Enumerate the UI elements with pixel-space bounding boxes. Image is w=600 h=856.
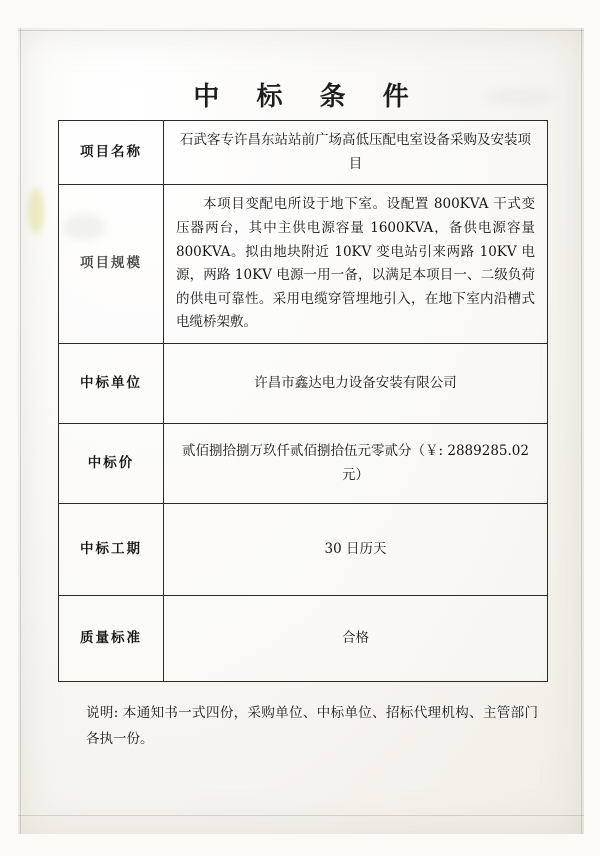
table-row [59, 344, 548, 424]
paper-edge-bottom [18, 815, 584, 816]
conditions-table [58, 120, 548, 682]
row-label-winning-price: 中标价 [59, 424, 164, 504]
paper-edge-left [20, 28, 21, 834]
row-label-quality: 质量标准 [59, 596, 164, 682]
row-value-winning-company: 许昌市鑫达电力设备安装有限公司 [164, 344, 548, 424]
row-label-winning-company: 中标单位 [59, 344, 164, 424]
document-note: 说明: 本通知书一式四份，采购单位、中标单位、招标代理机构、主管部门各执一份。 [86, 705, 538, 748]
paper-edge-right [581, 28, 582, 834]
row-value-project-name: 石武客专许昌东站站前广场高低压配电室设备采购及安装项目 [164, 121, 548, 185]
table-row [59, 424, 548, 504]
table-row [59, 596, 548, 682]
scanned-paper [18, 28, 584, 834]
paper-edge-top [18, 30, 584, 31]
row-value-winning-price: 贰佰捌拾捌万玖仟贰佰捌拾伍元零贰分（￥: 2889285.02 元） [164, 424, 548, 504]
row-value-quality: 合格 [164, 596, 548, 682]
table-row [59, 185, 548, 344]
conditions-table-wrapper [58, 120, 548, 682]
table-row [59, 121, 548, 185]
row-label-duration: 中标工期 [59, 504, 164, 596]
row-label-project-scale: 项目规模 [59, 185, 164, 344]
table-row [59, 504, 548, 596]
row-value-project-scale: 本项目变配电所设于地下室。设配置 800KVA 干式变压器两台，其中主供电源容量 1600KVA，备供电源容量 800KVA。拟由地块附近 10KV 变电站引来两路 10KV 电源，两路 10KV 电源一用一备，以满足本项目一、二级负荷的供电可靠性。采用电缆穿管埋地引入，在地下室内沿槽式电缆桥架敷。 [164, 185, 548, 344]
row-value-duration: 30 日历天 [164, 504, 548, 596]
scan-smudge-yellow [28, 188, 44, 234]
row-label-project-name: 项目名称 [59, 121, 164, 185]
document-title: 中 标 条 件 [193, 82, 423, 112]
